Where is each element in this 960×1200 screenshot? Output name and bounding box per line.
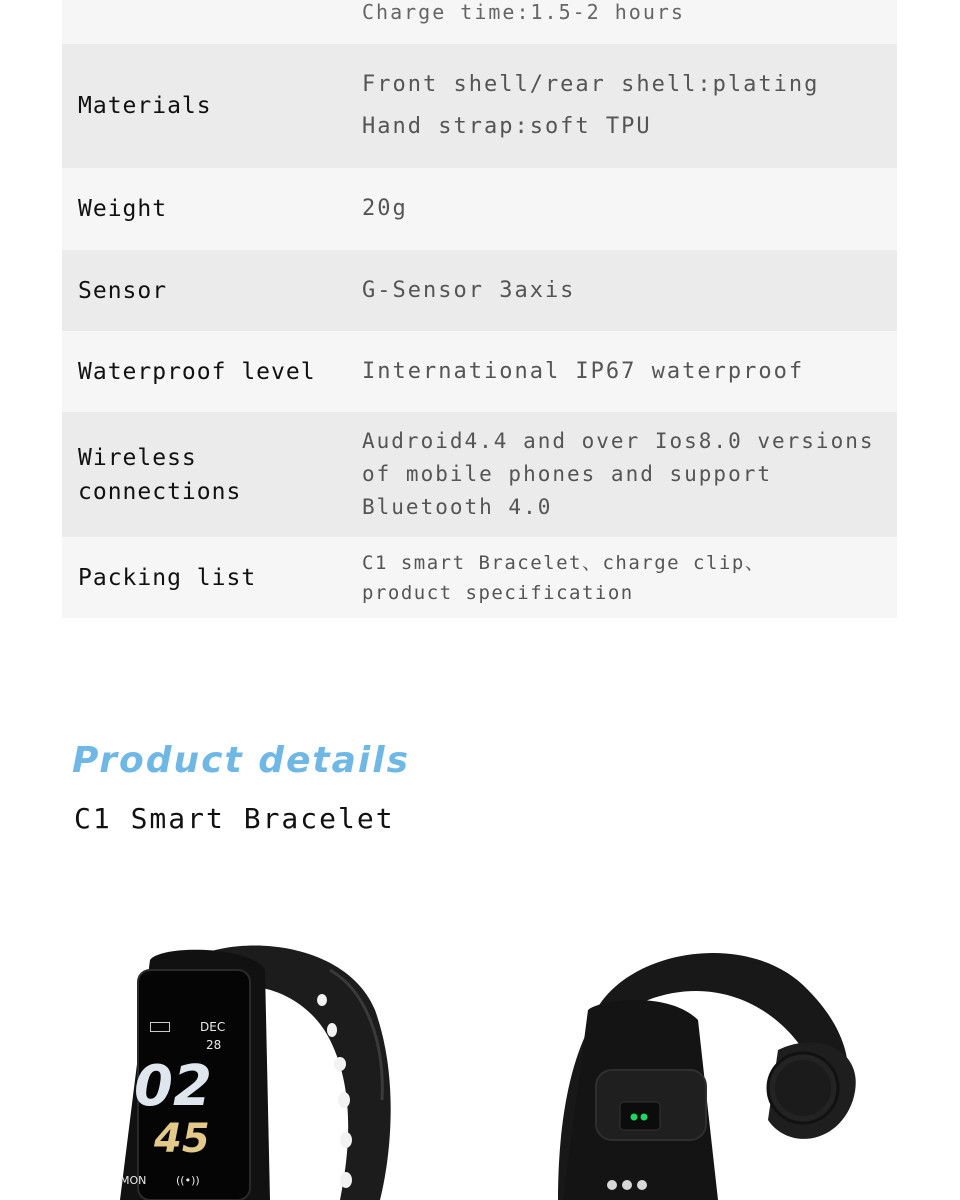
- spec-label: Sensor: [78, 277, 168, 304]
- spec-label: Packing list: [78, 564, 257, 591]
- spec-row-sensor: [62, 250, 897, 331]
- spec-value-line: Hand strap:soft TPU: [362, 114, 652, 139]
- spec-value-line: Bluetooth 4.0: [362, 495, 553, 519]
- bracelet-back-image: [548, 930, 868, 1200]
- spec-label: Materials: [78, 93, 212, 119]
- section-subtitle: C1 Smart Bracelet: [74, 802, 395, 835]
- vibration-icon: ((•)): [176, 1174, 200, 1187]
- watch-hour: 02: [134, 1054, 212, 1119]
- spec-value-line: product specification: [362, 581, 634, 604]
- spec-label: Waterproof level: [78, 358, 316, 385]
- spec-label-line: connections: [78, 478, 242, 505]
- spec-value: [362, 548, 897, 608]
- watch-face: [120, 970, 250, 1200]
- spec-value-line: Front shell/rear shell:plating: [362, 72, 820, 97]
- section-title: Product details: [72, 740, 411, 781]
- spec-label-line: Wireless: [78, 444, 197, 471]
- spec-value: International IP67 waterproof: [362, 358, 805, 384]
- watch-day: 28: [206, 1038, 222, 1052]
- spec-label: Weight: [78, 196, 168, 222]
- spec-value-line: of mobile phones and support: [362, 462, 773, 486]
- spec-row-waterproof: [62, 331, 897, 412]
- spec-value-line: Audroid4.4 and over Ios8.0 versions: [362, 429, 875, 453]
- spec-value: Charge time:1.5-2 hours: [362, 0, 685, 24]
- watch-weekday: MON: [120, 1174, 147, 1187]
- spec-value: [362, 64, 897, 148]
- spec-row-packing: [62, 537, 897, 618]
- spec-value-line: C1 smart Bracelet、charge clip、: [362, 551, 766, 574]
- spec-table: [62, 0, 897, 618]
- spec-row-charge-time: [62, 0, 897, 44]
- spec-value: 20g: [362, 196, 408, 221]
- spec-label: [62, 441, 362, 509]
- spec-row-weight: [62, 168, 897, 250]
- spec-value: G-Sensor 3axis: [362, 277, 576, 303]
- battery-icon: [150, 1022, 170, 1032]
- watch-month: DEC: [200, 1020, 226, 1034]
- watch-minute: 45: [154, 1116, 210, 1162]
- spec-value: [362, 425, 897, 524]
- spec-row-wireless: [62, 412, 897, 537]
- spec-row-materials: [62, 44, 897, 168]
